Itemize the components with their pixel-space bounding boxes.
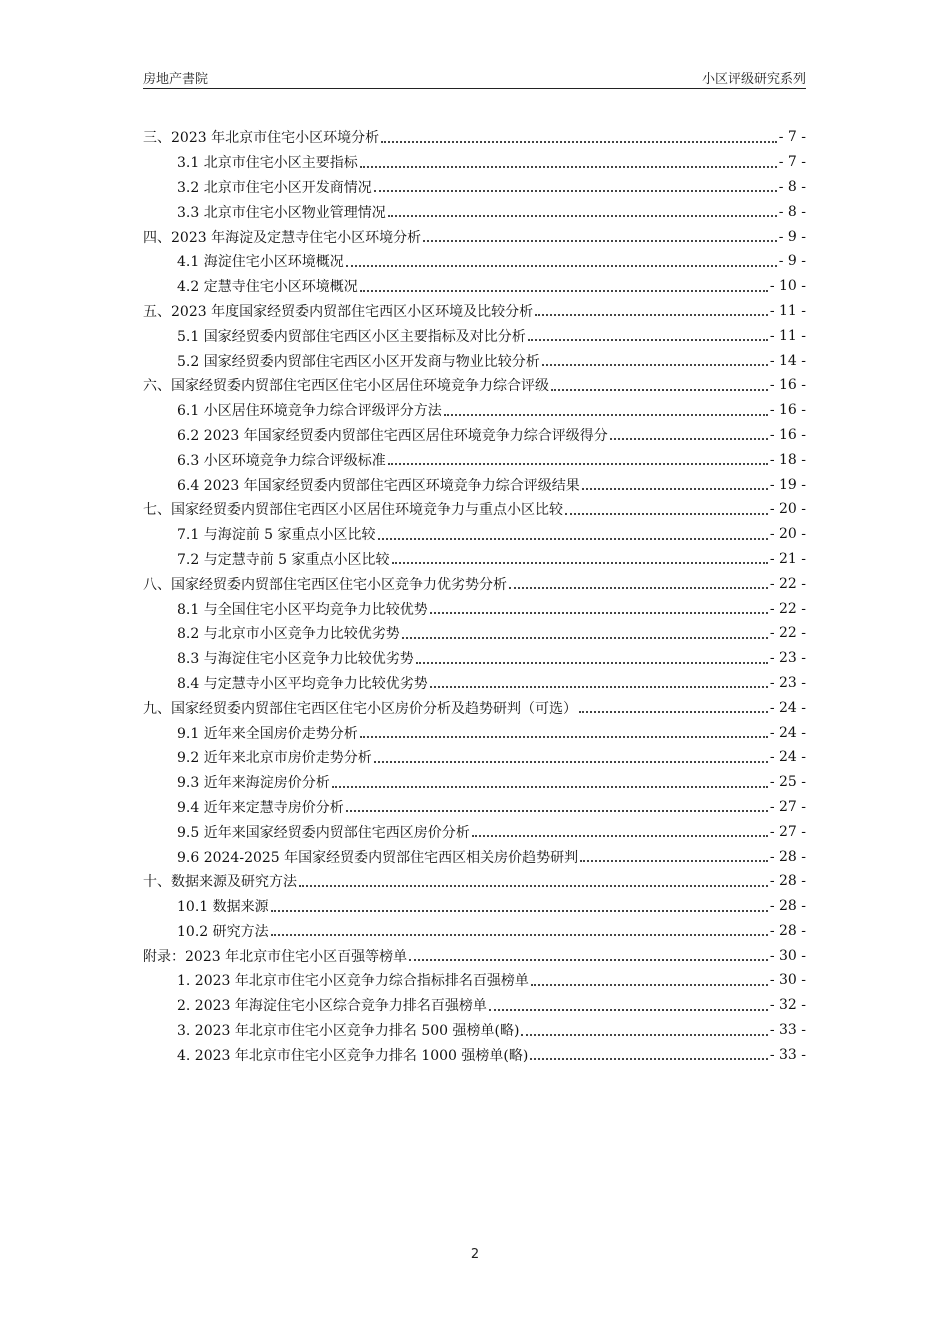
toc-entry[interactable] [143,819,806,844]
toc-entry[interactable] [143,547,806,572]
toc-entry-page: - 20 - [769,526,806,543]
toc-entry-title: 8.1 与全国住宅小区平均竞争力比较优势 [177,601,428,618]
toc-entry-page: - 10 - [769,278,806,295]
toc-entry[interactable] [143,323,806,348]
toc-dot-leader [392,561,768,564]
toc-entry[interactable] [143,646,806,671]
toc-entry-title: 6.3 小区环境竞争力综合评级标准 [177,452,386,469]
toc-entry-title: 四、2023 年海淀及定慧寺住宅小区环境分析 [143,229,422,246]
toc-dot-leader [402,636,768,639]
toc-entry-page: - 16 - [769,377,806,394]
toc-entry[interactable] [143,249,806,274]
toc-dot-leader [582,487,768,490]
toc-entry-title: 七、国家经贸委内贸部住宅西区小区居住环境竞争力与重点小区比较 [143,502,563,519]
toc-entry-page: - 21 - [769,550,806,567]
toc-entry[interactable] [143,993,806,1018]
toc-entry-page: - 22 - [769,625,806,642]
toc-entry-page: - 19 - [769,476,806,493]
toc-entry-title: 4.1 海淀住宅小区环境概况 [177,254,344,271]
toc-entry[interactable] [143,671,806,696]
toc-entry-page: - 18 - [769,451,806,468]
toc-entry-title: 3.1 北京市住宅小区主要指标 [177,155,358,172]
toc-entry[interactable] [143,423,806,448]
toc-entry-page: - 22 - [769,575,806,592]
toc-dot-leader [430,685,768,688]
toc-entry-page: - 28 - [769,873,806,890]
toc-entry-title: 9.3 近年来海淀房价分析 [177,775,330,792]
toc-dot-leader [551,388,768,391]
toc-entry-page: - 7 - [778,129,806,146]
toc-entry[interactable] [143,571,806,596]
toc-entry-title: 6.2 2023 年国家经贸委内贸部住宅西区居住环境竞争力综合评级得分 [177,427,608,444]
toc-entry[interactable] [143,398,806,423]
toc-dot-leader [409,958,768,961]
toc-entry[interactable] [143,770,806,795]
toc-dot-leader [378,537,768,540]
toc-entry[interactable] [143,224,806,249]
toc-entry[interactable] [143,869,806,894]
toc-entry-page: - 9 - [778,253,806,270]
header-left-label: 房地产書院 [143,72,209,87]
toc-dot-leader [565,512,768,515]
toc-entry-title: 三、2023 年北京市住宅小区环境分析 [143,130,380,147]
toc-entry[interactable] [143,497,806,522]
toc-entry[interactable] [143,621,806,646]
toc-entry-title: 4. 2023 年北京市住宅小区竞争力排名 1000 强榜单(略) [177,1047,529,1064]
toc-entry-page: - 16 - [769,402,806,419]
page-header [143,66,806,89]
toc-entry[interactable] [143,125,806,150]
toc-entry[interactable] [143,1018,806,1043]
toc-entry-page: - 9 - [778,228,806,245]
toc-dot-leader [579,710,768,713]
toc-dot-leader [388,462,768,465]
page-number: 2 [470,1247,480,1262]
toc-entry[interactable] [143,943,806,968]
toc-dot-leader [535,313,768,316]
toc-dot-leader [346,809,768,812]
toc-entry[interactable] [143,695,806,720]
toc-entry-page: - 28 - [769,922,806,939]
toc-dot-leader [430,611,768,614]
toc-entry-title: 7.2 与定慧寺前 5 家重点小区比较 [177,551,390,568]
toc-dot-leader [509,586,768,589]
toc-entry-page: - 7 - [778,154,806,171]
toc-dot-leader [416,661,768,664]
toc-entry-page: - 24 - [769,724,806,741]
toc-entry-page: - 27 - [769,798,806,815]
toc-dot-leader [374,760,768,763]
toc-dot-leader [374,189,777,192]
toc-dot-leader [528,338,768,341]
toc-entry[interactable] [143,373,806,398]
toc-dot-leader [299,884,768,887]
toc-entry-title: 十、数据来源及研究方法 [143,874,297,891]
toc-entry-title: 9.1 近年来全国房价走势分析 [177,725,358,742]
toc-entry-title: 9.4 近年来定慧寺房价分析 [177,799,344,816]
toc-entry[interactable] [143,522,806,547]
toc-entry[interactable] [143,175,806,200]
toc-entry[interactable] [143,472,806,497]
toc-entry-page: - 8 - [778,178,806,195]
toc-entry[interactable] [143,199,806,224]
toc-entry[interactable] [143,150,806,175]
toc-dot-leader [444,413,768,416]
toc-entry-title: 6.1 小区居住环境竞争力综合评级评分方法 [177,403,442,420]
toc-entry[interactable] [143,745,806,770]
toc-entry-title: 10.1 数据来源 [177,899,269,916]
toc-entry-page: - 16 - [769,426,806,443]
toc-dot-leader [531,983,768,986]
toc-entry[interactable] [143,795,806,820]
toc-dot-leader [580,859,768,862]
toc-entry-title: 4.2 定慧寺住宅小区环境概况 [177,279,358,296]
toc-entry[interactable] [143,968,806,993]
toc-entry-title: 9.6 2024-2025 年国家经贸委内贸部住宅西区相关房价趋势研判 [177,849,579,866]
toc-entry[interactable] [143,596,806,621]
toc-entry-title: 3.3 北京市住宅小区物业管理情况 [177,204,386,221]
toc-entry-title: 8.3 与海淀住宅小区竞争力比较优劣势 [177,651,414,668]
toc-entry-page: - 30 - [769,947,806,964]
toc-dot-leader [542,363,768,366]
toc-dot-leader [271,909,768,912]
toc-dot-leader [346,264,777,267]
toc-entry-page: - 11 - [769,302,806,319]
toc-dot-leader [381,140,777,143]
toc-entry-title: 2. 2023 年海淀住宅小区综合竞争力排名百强榜单 [177,998,487,1015]
toc-dot-leader [521,1033,767,1036]
toc-dot-leader [388,214,777,217]
toc-entry-title: 3. 2023 年北京市住宅小区竞争力排名 500 强榜单(略) [177,1023,520,1040]
toc-dot-leader [530,1057,767,1060]
toc-entry-title: 7.1 与海淀前 5 家重点小区比较 [177,527,376,544]
toc-entry[interactable] [143,919,806,944]
toc-entry-title: 九、国家经贸委内贸部住宅西区住宅小区房价分析及趋势研判（可选） [143,700,577,717]
toc-dot-leader [423,239,777,242]
toc-entry[interactable] [143,274,806,299]
toc-dot-leader [360,289,768,292]
toc-dot-leader [360,735,768,738]
toc-entry-page: - 23 - [769,674,806,691]
toc-entry-title: 5.1 国家经贸委内贸部住宅西区小区主要指标及对比分析 [177,328,526,345]
toc-entry-page: - 11 - [769,327,806,344]
toc-entry-title: 1. 2023 年北京市住宅小区竞争力综合指标排名百强榜单 [177,973,529,990]
toc-entry-title: 10.2 研究方法 [177,923,269,940]
toc-dot-leader [271,933,768,936]
header-right-label: 小区评级研究系列 [701,72,806,87]
toc-entry-title: 3.2 北京市住宅小区开发商情况 [177,179,372,196]
toc-entry-page: - 14 - [769,352,806,369]
toc-dot-leader [610,437,768,440]
toc-entry-title: 8.4 与定慧寺小区平均竞争力比较优劣势 [177,675,428,692]
toc-entry-page: - 27 - [769,823,806,840]
toc-entry-title: 6.4 2023 年国家经贸委内贸部住宅西区环境竞争力综合评级结果 [177,477,580,494]
toc-entry-title: 5.2 国家经贸委内贸部住宅西区小区开发商与物业比较分析 [177,353,540,370]
table-of-contents [143,125,806,1067]
toc-entry-page: - 32 - [769,997,806,1014]
toc-entry-page: - 24 - [769,699,806,716]
toc-entry[interactable] [143,1042,806,1067]
toc-entry-title: 八、国家经贸委内贸部住宅西区住宅小区竞争力优劣势分析 [143,576,507,593]
toc-entry-title: 9.5 近年来国家经贸委内贸部住宅西区房价分析 [177,824,470,841]
toc-entry[interactable] [143,299,806,324]
toc-entry[interactable] [143,844,806,869]
toc-entry[interactable] [143,447,806,472]
toc-entry[interactable] [143,720,806,745]
toc-dot-leader [472,834,768,837]
toc-entry-page: - 20 - [769,501,806,518]
toc-entry-title: 附录：2023 年北京市住宅小区百强等榜单 [143,948,408,965]
toc-entry-page: - 24 - [769,749,806,766]
toc-entry-page: - 23 - [769,650,806,667]
toc-entry-page: - 30 - [769,972,806,989]
toc-entry-page: - 28 - [769,898,806,915]
toc-dot-leader [360,165,777,168]
toc-entry-title: 五、2023 年度国家经贸委内贸部住宅西区小区环境及比较分析 [143,303,534,320]
toc-entry-page: - 33 - [769,1046,806,1063]
toc-entry[interactable] [143,348,806,373]
toc-entry-page: - 8 - [778,203,806,220]
toc-entry[interactable] [143,894,806,919]
toc-dot-leader [489,1008,768,1011]
toc-entry-page: - 33 - [769,1022,806,1039]
toc-entry-title: 9.2 近年来北京市房价走势分析 [177,750,372,767]
toc-entry-title: 六、国家经贸委内贸部住宅西区住宅小区居住环境竞争力综合评级 [143,378,549,395]
toc-entry-page: - 22 - [769,600,806,617]
toc-entry-title: 8.2 与北京市小区竞争力比较优劣势 [177,626,400,643]
toc-entry-page: - 25 - [769,774,806,791]
toc-entry-page: - 28 - [769,848,806,865]
toc-dot-leader [332,785,768,788]
